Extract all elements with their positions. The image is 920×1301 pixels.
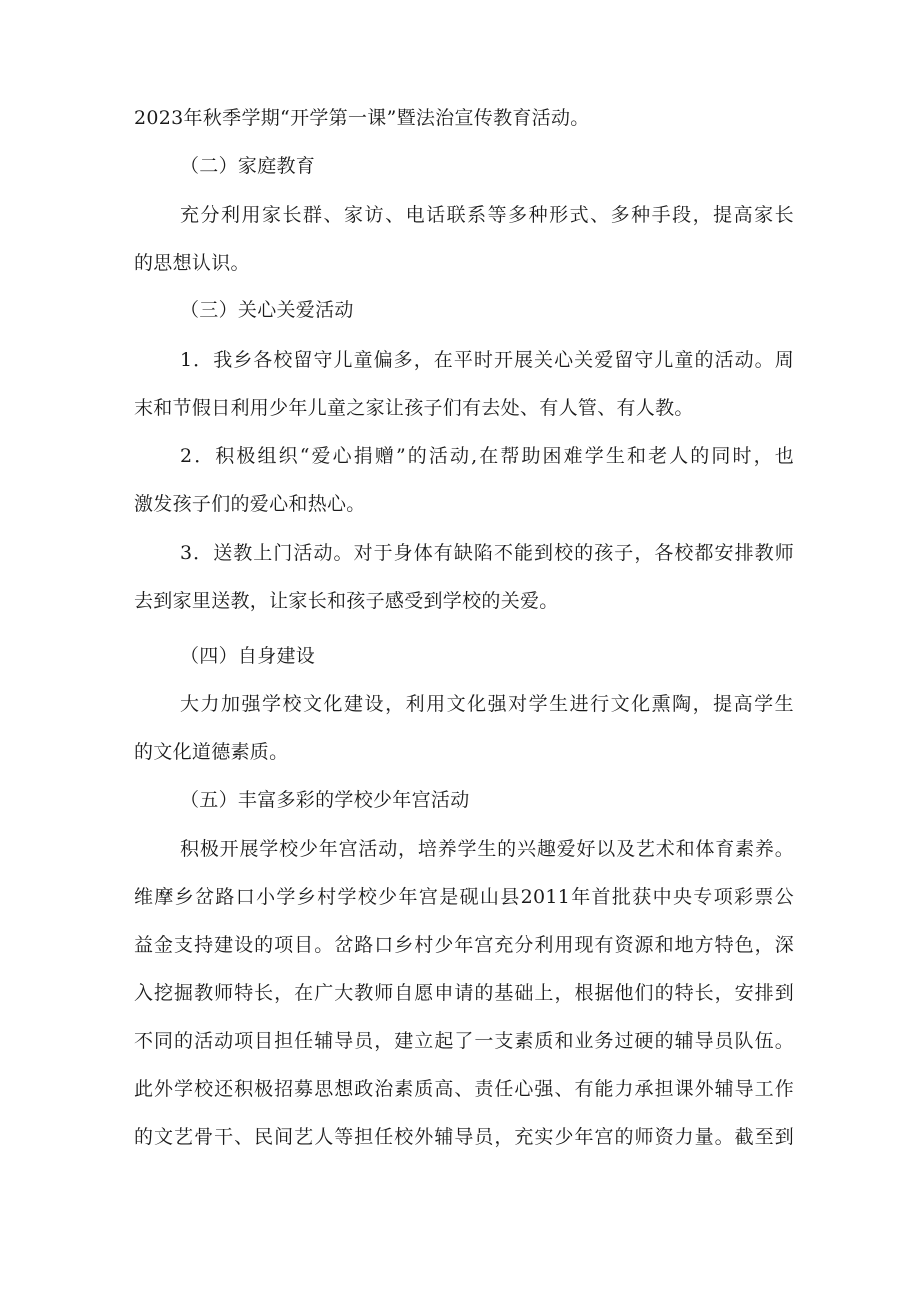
paragraph-line: 此外学校还积极招募思想政治素质高、责任心强、有能力承担课外辅导工作 bbox=[134, 1078, 794, 1100]
section-heading-care-activities: （三）关心关爱活动 bbox=[180, 299, 354, 321]
paragraph-line: 不同的活动项目担任辅导员，建立起了一支素质和业务过硬的辅导员队伍。 bbox=[134, 1030, 794, 1052]
list-item-1-line: 1．我乡各校留守儿童偏多，在平时开展关心关爱留守儿童的活动。周 bbox=[180, 349, 794, 371]
paragraph-line: 2023年秋季学期“开学第一课”暨法治宣传教育活动。 bbox=[134, 107, 590, 129]
paragraph-line: 入挖掘教师特长，在广大教师自愿申请的基础上，根据他们的特长，安排到 bbox=[134, 982, 794, 1004]
section-heading-family-education: （二）家庭教育 bbox=[180, 155, 316, 177]
paragraph-line: 积极开展学校少年宫活动，培养学生的兴趣爱好以及艺术和体育素养。 bbox=[180, 838, 794, 860]
paragraph-line: 大力加强学校文化建设，利用文化强对学生进行文化熏陶，提高学生 bbox=[180, 693, 794, 715]
paragraph-line: 的文化道德素质。 bbox=[134, 741, 289, 763]
paragraph-line: 益金支持建设的项目。岔路口乡村少年宫充分利用现有资源和地方特色，深 bbox=[134, 934, 794, 956]
paragraph-line: 的思想认识。 bbox=[134, 252, 250, 274]
list-item-2-line: 2．积极组织“爱心捐赠”的活动,在帮助困难学生和老人的同时，也 bbox=[180, 445, 794, 467]
section-heading-self-building: （四）自身建设 bbox=[180, 645, 316, 667]
paragraph-line: 充分利用家长群、家访、电话联系等多种形式、多种手段，提高家长 bbox=[180, 204, 794, 226]
list-item-3-line: 去到家里送教，让家长和孩子感受到学校的关爱。 bbox=[134, 590, 559, 612]
list-item-3-line: 3．送教上门活动。对于身体有缺陷不能到校的孩子，各校都安排教师 bbox=[180, 542, 794, 564]
paragraph-line: 的文艺骨干、民间艺人等担任校外辅导员，充实少年宫的师资力量。截至到 bbox=[134, 1126, 794, 1148]
paragraph-line: 维摩乡岔路口小学乡村学校少年宫是砚山县2011年首批获中央专项彩票公 bbox=[134, 886, 794, 908]
section-heading-youth-palace: （五）丰富多彩的学校少年宫活动 bbox=[180, 789, 470, 811]
list-item-2-line: 激发孩子们的爱心和热心。 bbox=[134, 493, 366, 515]
list-item-1-line: 末和节假日利用少年儿童之家让孩子们有去处、有人管、有人教。 bbox=[134, 397, 694, 419]
